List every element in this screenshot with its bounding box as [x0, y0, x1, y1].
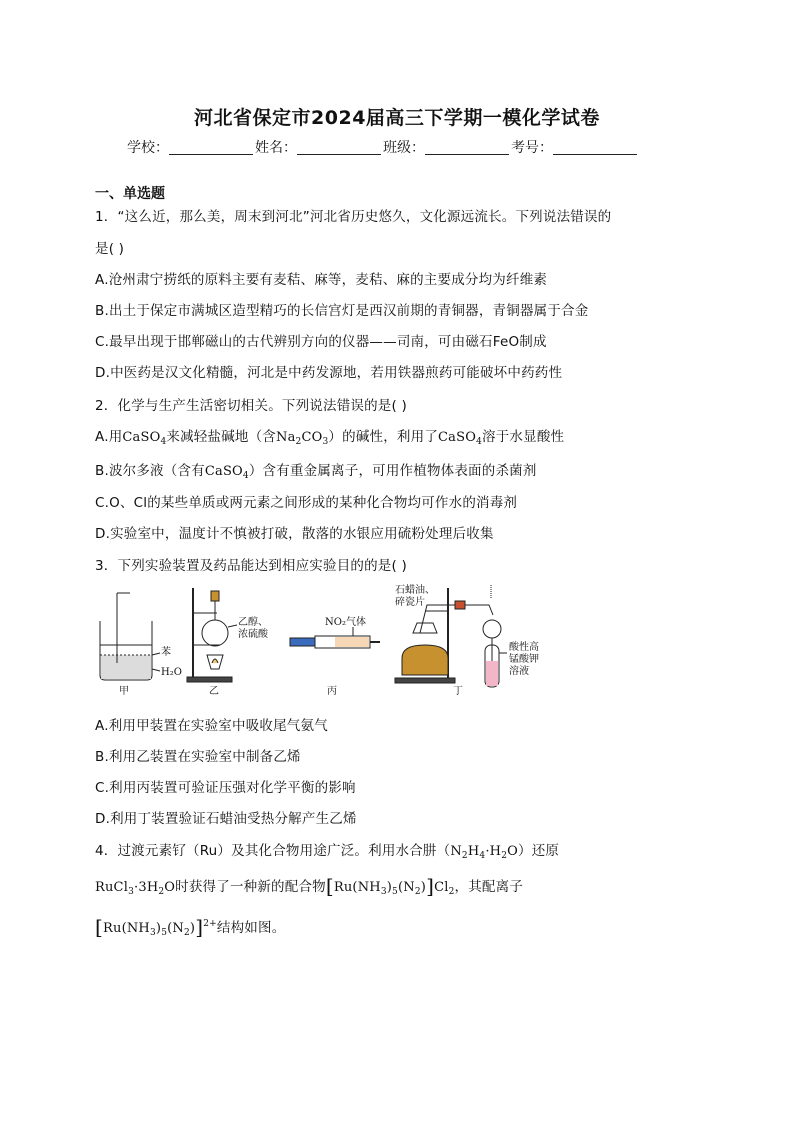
label-paraffin-1: 石蜡油、 [395, 585, 435, 596]
q4-line1-post: ）还原 [518, 843, 560, 859]
q4-line3-post: 结构如图。 [216, 920, 286, 936]
student-info-row [127, 137, 639, 157]
q2-option-b [95, 459, 537, 479]
formula-caso4: CaSO$_4$ [204, 464, 249, 481]
class-label: 班级： [383, 140, 425, 156]
label-jia: 甲 [119, 686, 129, 697]
apparatus-bing [290, 627, 380, 648]
school-label: 学校： [127, 140, 169, 156]
formula-complex-salt: $[Ru(NH_3)_5(N_2)]Cl_2$ [325, 874, 455, 898]
exam-number-label: 考号： [511, 140, 553, 156]
q2-option-a [95, 425, 564, 445]
page-title: 河北省保定市2024届高三下学期一模化学试卷 [194, 107, 600, 129]
label-water: H₂O [161, 667, 182, 678]
q4-line3 [95, 915, 285, 939]
q2-a-mid2: ）的碱性，利用了 [328, 429, 439, 445]
q3-apparatus-figure [95, 583, 545, 698]
q1-option-d: D.中医药是汉文化精髓，河北是中药发源地，若用铁器煎药可能破坏中药药性 [95, 365, 563, 381]
label-paraffin-2: 碎瓷片 [395, 597, 425, 608]
formula-caso4: CaSO$_4$ [438, 430, 483, 447]
class-blank [425, 140, 509, 155]
q4-line2 [95, 874, 523, 898]
q3-option-d: D.利用丁装置验证石蜡油受热分解产生乙烯 [95, 811, 357, 827]
label-kmno4-1: 酸性高 [509, 642, 539, 653]
q1-option-b: B.出土于保定市满城区造型精巧的长信宫灯是西汉前期的青铜器，青铜器属于合金 [95, 303, 589, 319]
label-no2: NO₂气体 [325, 617, 366, 628]
q2-option-c: C.O、Cl的某些单质或两元素之间形成的某种化合物均可作水的消毒剂 [95, 495, 518, 511]
q3-stem: 3．下列实验装置及药品能达到相应实验目的的是( ) [95, 558, 407, 574]
q1-option-c: C.最早出现于邯郸磁山的古代辨别方向的仪器——司南，可由磁石FeO制成 [95, 334, 547, 350]
q4-line1 [95, 839, 559, 859]
q1-stem-line2: 是( ) [95, 241, 125, 257]
q2-a-pre: A.用 [95, 429, 123, 445]
label-bing: 丙 [327, 686, 337, 697]
q2-b-pre: B.波尔多液（含有 [95, 463, 205, 479]
label-ding: 丁 [453, 686, 463, 697]
q4-line1-pre: 4．过渡元素钌（Ru）及其化合物用途广泛。利用水合肼（ [95, 843, 451, 859]
q2-b-post: ）含有重金属离子，可用作植物体表面的杀菌剂 [248, 463, 537, 479]
q4-line2-post: ，其配离子 [454, 879, 524, 895]
exam-number-blank [553, 140, 637, 155]
q3-option-c: C.利用丙装置可验证压强对化学平衡的影响 [95, 780, 356, 796]
label-ethanol-2: 浓硫酸 [238, 629, 268, 640]
q4-line2-mid: 时获得了一种新的配合物 [175, 879, 326, 895]
formula-caso4: CaSO$_4$ [122, 430, 167, 447]
label-kmno4-2: 锰酸钾 [509, 654, 539, 665]
label-yi: 乙 [209, 686, 219, 697]
formula-na2co3: $Na_2CO_3$ [276, 430, 329, 447]
label-ethanol-1: 乙醇、 [238, 617, 268, 628]
q3-option-b: B.利用乙装置在实验室中制备乙烯 [95, 749, 301, 765]
label-benzene: 苯 [161, 647, 171, 658]
q3-option-a: A.利用甲装置在实验室中吸收尾气氨气 [95, 718, 328, 734]
section-heading: 一、单选题 [95, 186, 165, 202]
formula-complex-ion: $[Ru(NH_3)_5(N_2)]^{2+}$ [95, 915, 217, 939]
q2-a-mid1: 来减轻盐碱地（含 [166, 429, 276, 445]
name-label: 姓名： [255, 140, 297, 156]
q2-option-d: D.实验室中，温度计不慎被打破，散落的水银应用硫粉处理后收集 [95, 526, 494, 542]
apparatus-jia [100, 593, 160, 680]
name-blank [297, 140, 381, 155]
formula-rucl3-hydrate: $RuCl_3\cdot 3H_2O$ [95, 880, 176, 897]
q2-stem: 2．化学与生产生活密切相关。下列说法错误的是( ) [95, 398, 407, 414]
school-blank [169, 140, 253, 155]
formula-hydrazine-hydrate: $N_2H_4\cdot H_2O$ [450, 844, 518, 861]
q1-option-a: A.沧州肃宁捞纸的原料主要有麦秸、麻等，麦秸、麻的主要成分均为纤维素 [95, 272, 548, 288]
q2-a-post: 溶于水显酸性 [482, 429, 565, 445]
label-kmno4-3: 溶液 [509, 666, 529, 677]
q1-stem-line1: 1．“这么近，那么美，周末到河北”河北省历史悠久，文化源远流长。下列说法错误的 [95, 209, 612, 225]
apparatus-yi [187, 588, 237, 682]
